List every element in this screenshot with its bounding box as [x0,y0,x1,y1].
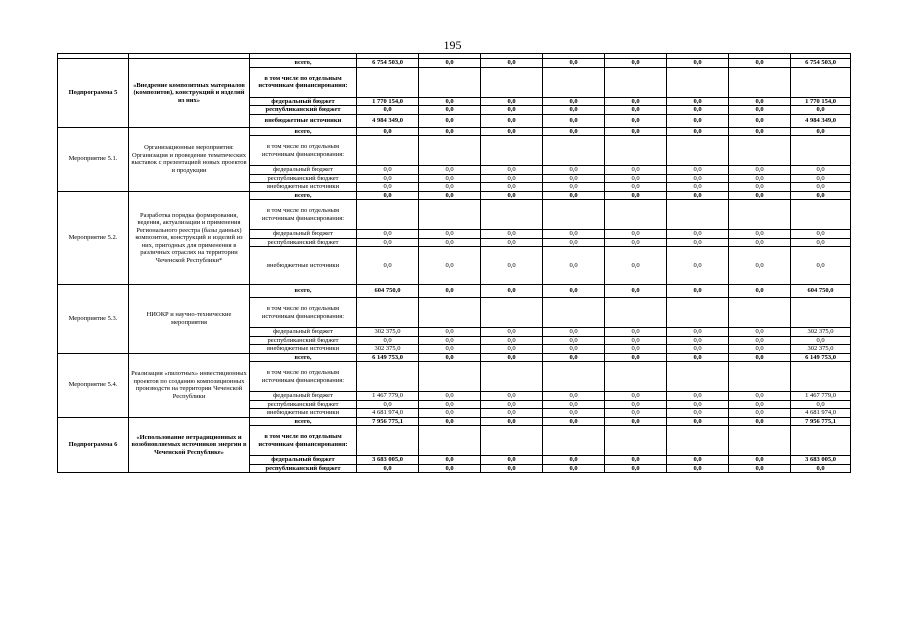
amount-cell: 0,0 [729,166,791,175]
amount-cell: 0,0 [791,174,851,183]
amount-cell: 0,0 [605,191,667,200]
table-row [58,127,851,136]
amount-cell: 0,0 [357,238,419,247]
amount-cell: 0,0 [605,409,667,418]
amount-cell: 1 467 779,0 [791,392,851,401]
funding-source-label: всего, [250,59,357,68]
funding-source-label: внебюджетные источники [250,114,357,127]
amount-cell: 0,0 [543,230,605,239]
amount-cell: 4 681 974,0 [357,409,419,418]
amount-cell: 0,0 [481,166,543,175]
funding-source-label: федеральный бюджет [250,166,357,175]
amount-cell: 0,0 [605,166,667,175]
funding-source-label: всего, [250,353,357,362]
amount-cell: 0,0 [543,59,605,68]
financing-table [57,53,851,473]
amount-cell: 0,0 [729,174,791,183]
amount-cell: 0,0 [481,191,543,200]
amount-cell: 0,0 [419,106,481,115]
amount-cell [667,136,729,166]
amount-cell: 0,0 [543,183,605,192]
amount-cell: 0,0 [667,106,729,115]
amount-cell: 0,0 [729,238,791,247]
amount-cell [729,200,791,230]
funding-source-label: республиканский бюджет [250,174,357,183]
amount-cell [357,67,419,97]
amount-cell: 0,0 [667,353,729,362]
amount-cell: 0,0 [481,127,543,136]
section-name: Мероприятие 5.1. [58,127,129,191]
amount-cell: 0,0 [667,345,729,354]
amount-cell: 0,0 [481,417,543,426]
amount-cell: 0,0 [667,230,729,239]
amount-cell [357,136,419,166]
amount-cell: 0,0 [481,247,543,285]
amount-cell: 0,0 [357,400,419,409]
amount-cell: 0,0 [791,247,851,285]
amount-cell: 0,0 [357,247,419,285]
funding-source-label: федеральный бюджет [250,230,357,239]
funding-source-label: всего, [250,285,357,298]
amount-cell: 0,0 [605,174,667,183]
amount-cell: 0,0 [605,328,667,337]
amount-cell [605,200,667,230]
amount-cell: 0,0 [667,409,729,418]
section-name: Подпрограмма 5 [58,59,129,128]
amount-cell: 0,0 [419,230,481,239]
amount-cell: 0,0 [791,166,851,175]
amount-cell [357,298,419,328]
amount-cell [419,200,481,230]
amount-cell [543,298,605,328]
amount-cell: 0,0 [419,285,481,298]
funding-source-label: республиканский бюджет [250,464,357,473]
amount-cell: 302 375,0 [357,345,419,354]
amount-cell [729,136,791,166]
amount-cell: 0,0 [791,191,851,200]
amount-cell: 0,0 [667,114,729,127]
amount-cell [605,298,667,328]
amount-cell: 0,0 [543,353,605,362]
amount-cell: 0,0 [729,114,791,127]
amount-cell: 0,0 [481,106,543,115]
amount-cell: 0,0 [481,400,543,409]
section-name: Мероприятие 5.2. [58,191,129,285]
amount-cell: 0,0 [605,336,667,345]
amount-cell: 0,0 [357,174,419,183]
amount-cell: 1 770 154,0 [791,97,851,106]
amount-cell: 0,0 [605,106,667,115]
amount-cell: 1 770 154,0 [357,97,419,106]
amount-cell: 0,0 [543,191,605,200]
amount-cell: 0,0 [419,409,481,418]
amount-cell: 0,0 [605,59,667,68]
funding-source-label: в том числе по отдельным источникам финансирования: [250,67,357,97]
amount-cell: 0,0 [605,285,667,298]
amount-cell: 0,0 [667,127,729,136]
amount-cell [791,136,851,166]
amount-cell: 3 683 005,0 [791,456,851,465]
amount-cell: 0,0 [543,97,605,106]
amount-cell: 7 956 775,1 [357,417,419,426]
funding-source-label: республиканский бюджет [250,238,357,247]
amount-cell: 0,0 [481,174,543,183]
amount-cell: 0,0 [481,114,543,127]
amount-cell [419,136,481,166]
amount-cell: 0,0 [481,328,543,337]
amount-cell: 0,0 [667,247,729,285]
amount-cell: 0,0 [729,456,791,465]
amount-cell [357,362,419,392]
section-description: «Использование нетрадиционных и возобновляемых источников энергии в Чеченской Республике» [129,417,250,473]
section-name: Мероприятие 5.4. [58,353,129,417]
amount-cell: 0,0 [791,238,851,247]
amount-cell [543,426,605,456]
amount-cell: 0,0 [667,174,729,183]
amount-cell: 0,0 [729,336,791,345]
funding-source-label: внебюджетные источники [250,247,357,285]
amount-cell: 0,0 [667,417,729,426]
funding-source-label: в том числе по отдельным источникам финансирования: [250,362,357,392]
funding-source-label: всего, [250,191,357,200]
amount-cell: 0,0 [481,97,543,106]
amount-cell: 0,0 [729,247,791,285]
amount-cell [543,200,605,230]
amount-cell: 302 375,0 [791,345,851,354]
amount-cell: 0,0 [543,166,605,175]
table-row [58,353,851,362]
amount-cell [667,298,729,328]
amount-cell: 0,0 [543,285,605,298]
amount-cell: 0,0 [357,336,419,345]
amount-cell: 0,0 [605,238,667,247]
amount-cell [791,426,851,456]
amount-cell: 0,0 [605,127,667,136]
amount-cell: 0,0 [667,183,729,192]
amount-cell: 0,0 [791,106,851,115]
amount-cell: 0,0 [543,417,605,426]
amount-cell: 0,0 [605,183,667,192]
amount-cell: 0,0 [419,336,481,345]
amount-cell: 0,0 [543,464,605,473]
amount-cell: 0,0 [543,392,605,401]
amount-cell: 4 681 974,0 [791,409,851,418]
amount-cell: 4 984 349,0 [357,114,419,127]
amount-cell: 0,0 [791,336,851,345]
amount-cell [419,298,481,328]
amount-cell [357,200,419,230]
funding-source-label: в том числе по отдельным источникам финансирования: [250,200,357,230]
amount-cell: 0,0 [791,464,851,473]
amount-cell: 0,0 [481,345,543,354]
funding-source-label: всего, [250,127,357,136]
amount-cell [543,67,605,97]
amount-cell: 0,0 [481,409,543,418]
amount-cell: 0,0 [419,59,481,68]
funding-source-label: федеральный бюджет [250,97,357,106]
amount-cell: 0,0 [729,97,791,106]
amount-cell: 0,0 [667,392,729,401]
amount-cell: 0,0 [667,59,729,68]
amount-cell: 0,0 [543,238,605,247]
amount-cell: 0,0 [481,59,543,68]
amount-cell: 0,0 [605,353,667,362]
amount-cell [667,362,729,392]
amount-cell [729,426,791,456]
amount-cell: 0,0 [667,336,729,345]
amount-cell: 0,0 [667,456,729,465]
amount-cell [667,200,729,230]
amount-cell: 0,0 [667,191,729,200]
amount-cell: 0,0 [543,345,605,354]
amount-cell: 0,0 [543,247,605,285]
amount-cell: 0,0 [729,183,791,192]
amount-cell [605,362,667,392]
page-number: 195 [443,38,462,52]
amount-cell: 0,0 [419,456,481,465]
amount-cell: 0,0 [729,191,791,200]
amount-cell: 302 375,0 [791,328,851,337]
amount-cell: 0,0 [791,230,851,239]
amount-cell: 0,0 [729,392,791,401]
amount-cell: 0,0 [729,409,791,418]
amount-cell: 0,0 [729,127,791,136]
amount-cell: 0,0 [605,464,667,473]
funding-source-label: всего, [250,417,357,426]
amount-cell [481,200,543,230]
amount-cell [419,67,481,97]
amount-cell: 0,0 [729,328,791,337]
amount-cell: 0,0 [605,230,667,239]
amount-cell: 0,0 [729,285,791,298]
amount-cell: 0,0 [543,456,605,465]
amount-cell [543,136,605,166]
table-row [58,59,851,68]
amount-cell: 0,0 [729,106,791,115]
amount-cell: 0,0 [481,392,543,401]
funding-source-label: федеральный бюджет [250,392,357,401]
funding-source-label: в том числе по отдельным источникам финансирования: [250,426,357,456]
amount-cell [791,362,851,392]
amount-cell: 0,0 [605,456,667,465]
amount-cell: 0,0 [791,183,851,192]
section-description: Разработка порядка формирования, ведения, актуализации и применения Регионального реестра (базы данных) композитов, конструкций и изделий из них, пригодных для применения в различных отраслях на территории Чеченской Республики* [129,191,250,285]
amount-cell: 7 956 775,1 [791,417,851,426]
table-row [58,417,851,426]
amount-cell [791,200,851,230]
amount-cell: 0,0 [729,464,791,473]
funding-source-label: федеральный бюджет [250,328,357,337]
amount-cell: 0,0 [357,230,419,239]
amount-cell: 0,0 [481,464,543,473]
amount-cell [543,362,605,392]
section-description: Реализация «пилотных» инвестиционных проектов по созданию композиционных производств на территории Чеченской Республики [129,353,250,417]
amount-cell [729,298,791,328]
amount-cell: 6 149 753,0 [357,353,419,362]
amount-cell: 0,0 [729,230,791,239]
amount-cell [419,426,481,456]
amount-cell: 0,0 [667,166,729,175]
amount-cell: 0,0 [357,191,419,200]
amount-cell: 0,0 [667,238,729,247]
amount-cell: 0,0 [481,456,543,465]
amount-cell: 0,0 [605,392,667,401]
amount-cell: 302 375,0 [357,328,419,337]
funding-source-label: республиканский бюджет [250,336,357,345]
amount-cell: 6 754 503,0 [357,59,419,68]
amount-cell [729,67,791,97]
amount-cell: 0,0 [729,59,791,68]
section-description: Организационные мероприятия: Организация и проведение тематических выставок с презентацией новых проектов и продукции [129,127,250,191]
amount-cell: 0,0 [791,127,851,136]
amount-cell: 0,0 [481,238,543,247]
funding-source-label: республиканский бюджет [250,400,357,409]
amount-cell: 0,0 [481,183,543,192]
amount-cell: 0,0 [543,328,605,337]
amount-cell: 0,0 [729,345,791,354]
amount-cell [791,298,851,328]
amount-cell: 0,0 [419,127,481,136]
amount-cell [481,298,543,328]
amount-cell: 0,0 [605,417,667,426]
amount-cell: 0,0 [419,183,481,192]
section-name: Подпрограмма 6 [58,417,129,473]
amount-cell: 0,0 [481,285,543,298]
amount-cell: 0,0 [667,400,729,409]
amount-cell: 0,0 [729,400,791,409]
amount-cell [419,362,481,392]
amount-cell: 6 754 503,0 [791,59,851,68]
amount-cell: 0,0 [419,400,481,409]
funding-source-label: внебюджетные источники [250,409,357,418]
amount-cell: 0,0 [729,417,791,426]
amount-cell: 1 467 779,0 [357,392,419,401]
amount-cell [481,67,543,97]
amount-cell: 0,0 [543,127,605,136]
amount-cell: 0,0 [357,183,419,192]
amount-cell: 0,0 [357,166,419,175]
amount-cell: 0,0 [543,400,605,409]
amount-cell: 0,0 [419,114,481,127]
amount-cell: 0,0 [667,97,729,106]
amount-cell [791,67,851,97]
amount-cell: 0,0 [419,417,481,426]
amount-cell: 0,0 [543,409,605,418]
table-row [58,191,851,200]
amount-cell: 0,0 [543,106,605,115]
amount-cell [605,426,667,456]
amount-cell: 0,0 [419,328,481,337]
amount-cell: 0,0 [419,247,481,285]
amount-cell [605,136,667,166]
amount-cell: 0,0 [667,464,729,473]
amount-cell: 0,0 [481,230,543,239]
amount-cell [481,426,543,456]
amount-cell: 0,0 [605,345,667,354]
amount-cell: 3 683 005,0 [357,456,419,465]
section-name: Мероприятие 5.3. [58,285,129,354]
amount-cell: 0,0 [667,328,729,337]
amount-cell: 6 149 753,0 [791,353,851,362]
amount-cell: 0,0 [481,336,543,345]
table-row [58,285,851,298]
amount-cell: 0,0 [419,97,481,106]
amount-cell: 0,0 [419,353,481,362]
amount-cell: 0,0 [419,464,481,473]
amount-cell [729,362,791,392]
amount-cell [481,136,543,166]
amount-cell: 0,0 [605,97,667,106]
amount-cell: 604 750,0 [791,285,851,298]
amount-cell: 0,0 [357,127,419,136]
amount-cell: 0,0 [357,106,419,115]
amount-cell: 0,0 [729,353,791,362]
amount-cell: 0,0 [419,238,481,247]
section-description: «Внедрение композитных материалов (композитов), конструкций и изделий из них» [129,59,250,128]
funding-source-label: внебюджетные источники [250,183,357,192]
funding-source-label: внебюджетные источники [250,345,357,354]
amount-cell: 0,0 [543,336,605,345]
amount-cell: 0,0 [605,400,667,409]
amount-cell [667,67,729,97]
amount-cell [481,362,543,392]
amount-cell: 0,0 [419,166,481,175]
amount-cell: 0,0 [419,191,481,200]
funding-source-label: в том числе по отдельным источникам финансирования: [250,298,357,328]
funding-source-label: республиканский бюджет [250,106,357,115]
funding-source-label: в том числе по отдельным источникам финансирования: [250,136,357,166]
amount-cell: 0,0 [419,174,481,183]
amount-cell: 0,0 [481,353,543,362]
amount-cell: 0,0 [357,464,419,473]
amount-cell: 0,0 [419,392,481,401]
amount-cell [605,67,667,97]
amount-cell: 0,0 [543,114,605,127]
section-description: НИОКР и научно-технические мероприятия [129,285,250,354]
amount-cell [667,426,729,456]
funding-source-label: федеральный бюджет [250,456,357,465]
amount-cell: 0,0 [791,400,851,409]
amount-cell: 4 984 349,0 [791,114,851,127]
amount-cell: 0,0 [667,285,729,298]
amount-cell: 604 750,0 [357,285,419,298]
amount-cell: 0,0 [543,174,605,183]
amount-cell: 0,0 [419,345,481,354]
amount-cell [357,426,419,456]
amount-cell: 0,0 [605,114,667,127]
amount-cell: 0,0 [605,247,667,285]
